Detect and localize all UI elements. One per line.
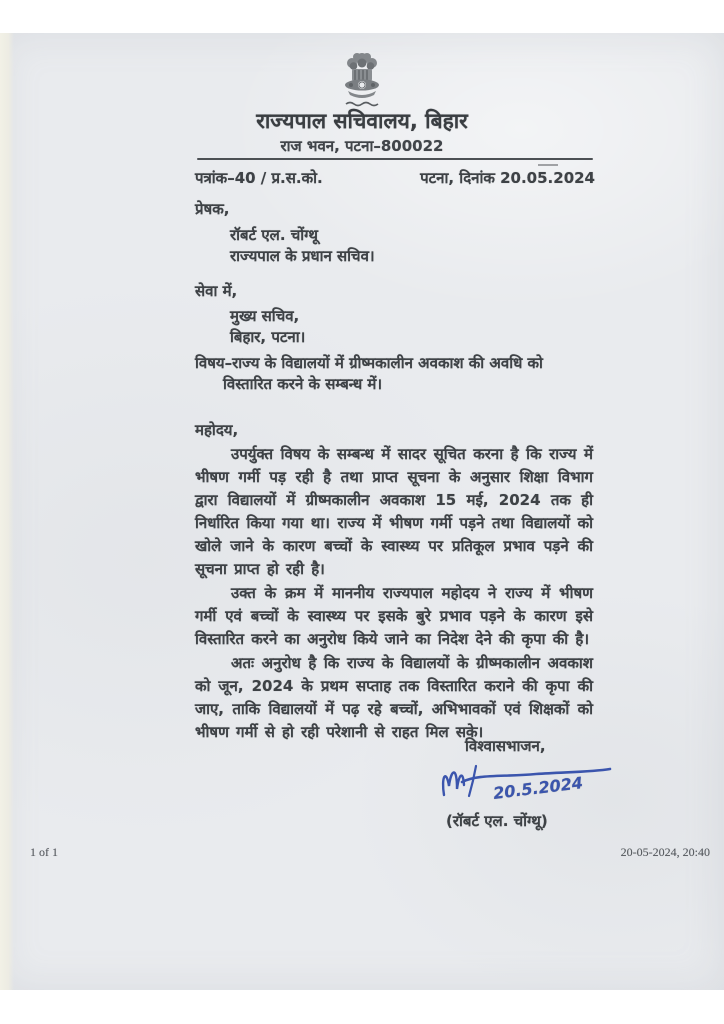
handwritten-signature-icon [432,759,622,811]
sender-block [230,225,375,267]
closing-block [432,736,622,832]
scan-artifact-mark [538,164,558,166]
paper-left-edge-shadow [0,33,14,990]
sender-name: रॉबर्ट एल. चोंग्थू [230,226,318,244]
valediction: विश्वासभाजन, [465,737,546,755]
recipient-address: बिहार, पटना। [230,328,306,346]
sender-designation: राज्यपाल के प्रधान सचिव। [230,247,375,265]
signatory-name: (रॉबर्ट एल. चोंग्थू) [446,812,548,830]
recipient-label: सेवा में, [195,282,238,300]
page-indicator: 1 of 1 [30,845,58,859]
body-paragraph-2: उक्त के क्रम में माननीय राज्यपाल महोदय ने राज्य में भीषण गर्मी एवं बच्चों के स्वास्थ्य पर इसके बुरे प्रभाव पड़ने के कारण इसे विस्तारित करने का अनुरोध किये जाने का निदेश देने की कृपा की है। [195,584,593,648]
reference-row [195,168,595,188]
subject-line [195,353,593,395]
subject-line-2: विस्तारित करने के सम्बन्ध में। [223,375,383,393]
place-and-date: पटना, दिनांक 20.05.2024 [420,169,595,187]
letter-number: पत्रांक–40 / प्र.स.को. [195,169,323,187]
body-paragraph-1: उपर्युक्त विषय के सम्बन्ध में सादर सूचित करना है कि राज्य में भीषण गर्मी पड़ रही है तथा प्राप्त सूचना के अनुसार शिक्षा विभाग द्वारा विद्यालयों में ग्रीष्मकालीन अवकाश 15 मई, 2024 तक ही निर्धारित किया गया था। राज्य में भीषण गर्मी पड़ने तथा विद्यालयों को खोले जाने के कारण बच्चों के स्वास्थ्य पर प्रतिकूल प्रभाव पड़ने की सूचना प्राप्त हो रही है। [195,445,593,578]
letterhead-address: राज भवन, पटना–800022 [280,137,444,155]
scanned-paper-sheet [0,33,724,990]
recipient-block [230,306,305,348]
print-timestamp: 20-05-2024, 20:40 [620,845,710,859]
ashoka-lion-capital-emblem-icon [326,49,398,115]
signature-date-text: 20.5.2024 [492,773,584,803]
body-paragraph-3: अतः अनुरोध है कि राज्य के विद्यालयों के ग्रीष्मकालीन अवकाश को जून, 2024 के प्रथम सप्ताह तक विस्तारित कराने की कृपा की जाए, ताकि विद्यालयों में पढ़ रहे बच्चों, अभिभावकों एवं शिक्षकों को भीषण गर्मी से हो रही परेशानी से राहत मिल सके। [195,654,593,741]
salutation: महोदय, [195,421,239,439]
sender-label: प्रेषक, [195,200,230,218]
letter-body [195,353,593,745]
letterhead-divider [197,158,593,160]
recipient-name: मुख्य सचिव, [230,307,300,325]
letterhead-org-name: राज्यपाल सचिवालय, बिहार [256,109,468,133]
subject-line-1: विषय–राज्य के विद्यालयों में ग्रीष्मकालीन अवकाश की अवधि को [195,354,543,372]
